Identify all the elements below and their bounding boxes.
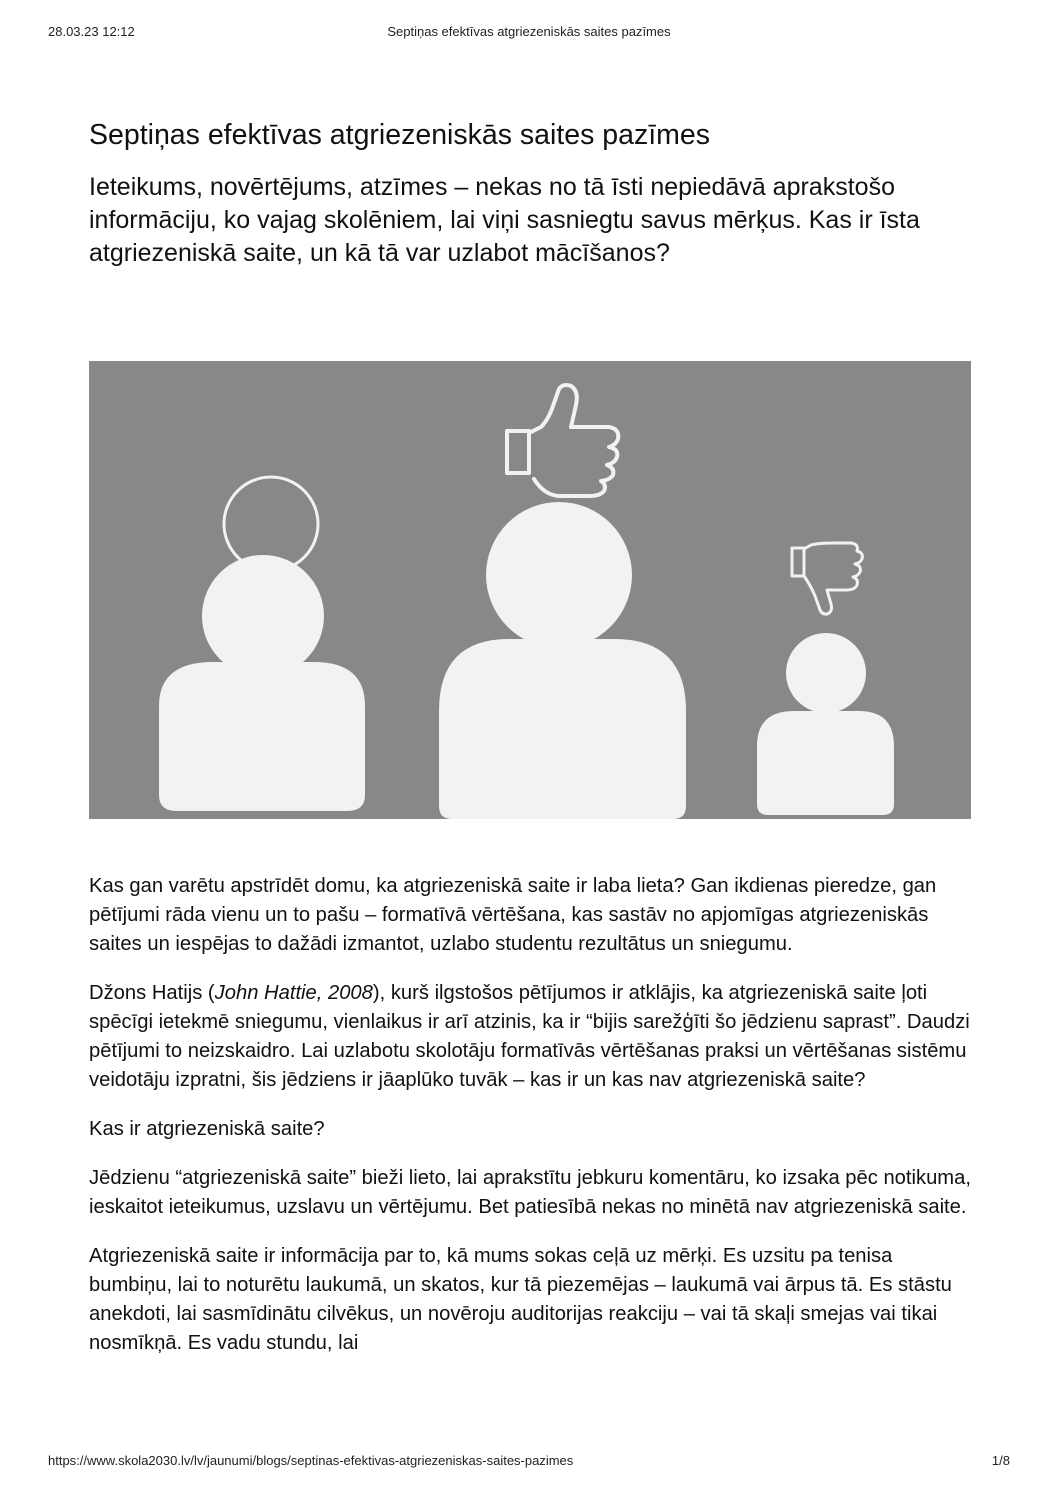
paragraph-1: Kas gan varētu apstrīdēt domu, ka atgriezeniskā saite ir laba lieta? Gan ikdienas pieredze, gan pētījumi rāda vienu un to pašu – formatīvā vērtēšana, kas sastāv no apjomīgas atgriezeniskās saites un iespējas to dažādi izmantot, uzlabo studentu rezultātus un sniegumu. <box>89 875 937 955</box>
print-doc-title: Septiņas efektīvas atgriezeniskās saites pazīmes <box>387 24 671 39</box>
print-datetime: 28.03.23 12:12 <box>48 24 135 39</box>
thumbs-up-icon <box>507 385 618 496</box>
paragraph-4: Atgriezeniskā saite ir informācija par to, kā mums sokas ceļā uz mērķi. Es uzsitu pa tenisa bumbiņu, lai to noturētu laukumā, un skatos, kur tā piezemējas – laukumā vai ārpus tā. Es stāstu anekdoti, lai sasmīdinātu cilvēkus, un novēroju auditorijas reakciju – vai tā skaļi smejas vai tikai nosmīkņā. Es vadu stundu, lai <box>89 1245 952 1354</box>
print-url: https://www.skola2030.lv/lv/jaunumi/blogs/septinas-efektivas-atgriezeniskas-saites-pazimes <box>48 1453 574 1468</box>
page-number: 1/8 <box>991 1453 1010 1468</box>
hero-illustration <box>89 361 971 819</box>
person-small-icon <box>757 633 894 815</box>
article-lead: Ieteikums, novērtējums, atzīmes – nekas no tā īsti nepiedāvā aprakstošo informāciju, ko vajag skolēniem, lai viņi sasniegtu savus mērķus. Kas ir īsta atgriezeniskā saite, un kā tā var uzlabot mācīšanos? <box>89 173 920 267</box>
article-body <box>89 872 971 1378</box>
person-large-icon <box>439 502 686 819</box>
thumbs-down-icon <box>792 543 862 614</box>
article-header <box>89 115 971 270</box>
paragraph-2-before: Džons Hatijs ( <box>89 982 215 1004</box>
section-subheading: Kas ir atgriezeniskā saite? <box>89 1118 325 1140</box>
citation: John Hattie, 2008 <box>214 982 373 1004</box>
article-title: Septiņas efektīvas atgriezeniskās saites pazīmes <box>89 119 710 151</box>
print-header <box>48 24 1010 42</box>
hero-svg <box>89 361 971 819</box>
person-left-icon <box>159 555 365 811</box>
print-footer <box>48 1453 1010 1471</box>
paragraph-3: Jēdzienu “atgriezeniskā saite” bieži lieto, lai aprakstītu jebkuru komentāru, ko izsaka pēc notikuma, ieskaitot ieteikumus, uzslavu un vērtējumu. Bet patiesībā nekas no minētā nav atgriezeniskā saite. <box>89 1167 971 1218</box>
paragraph-2 <box>89 979 971 1095</box>
paragraph-2-after: ), kurš ilgstošos pētījumos ir atklājis, ka atgriezeniskā saite ļoti spēcīgi ietekmē sniegumu, vienlaikus ir arī atzinis, ka ir “bijis sarežģīti šo jēdzienu saprast”. Daudzi pētījumi to neizskaidro. Lai uzlabotu skolotāju formatīvās vērtēšanas praksi un vērtēšanas sistēmu veidotāju izpratni, šis jēdziens ir jāaplūko tuvāk – kas ir un kas nav atgriezeniskā saite? <box>89 982 970 1091</box>
